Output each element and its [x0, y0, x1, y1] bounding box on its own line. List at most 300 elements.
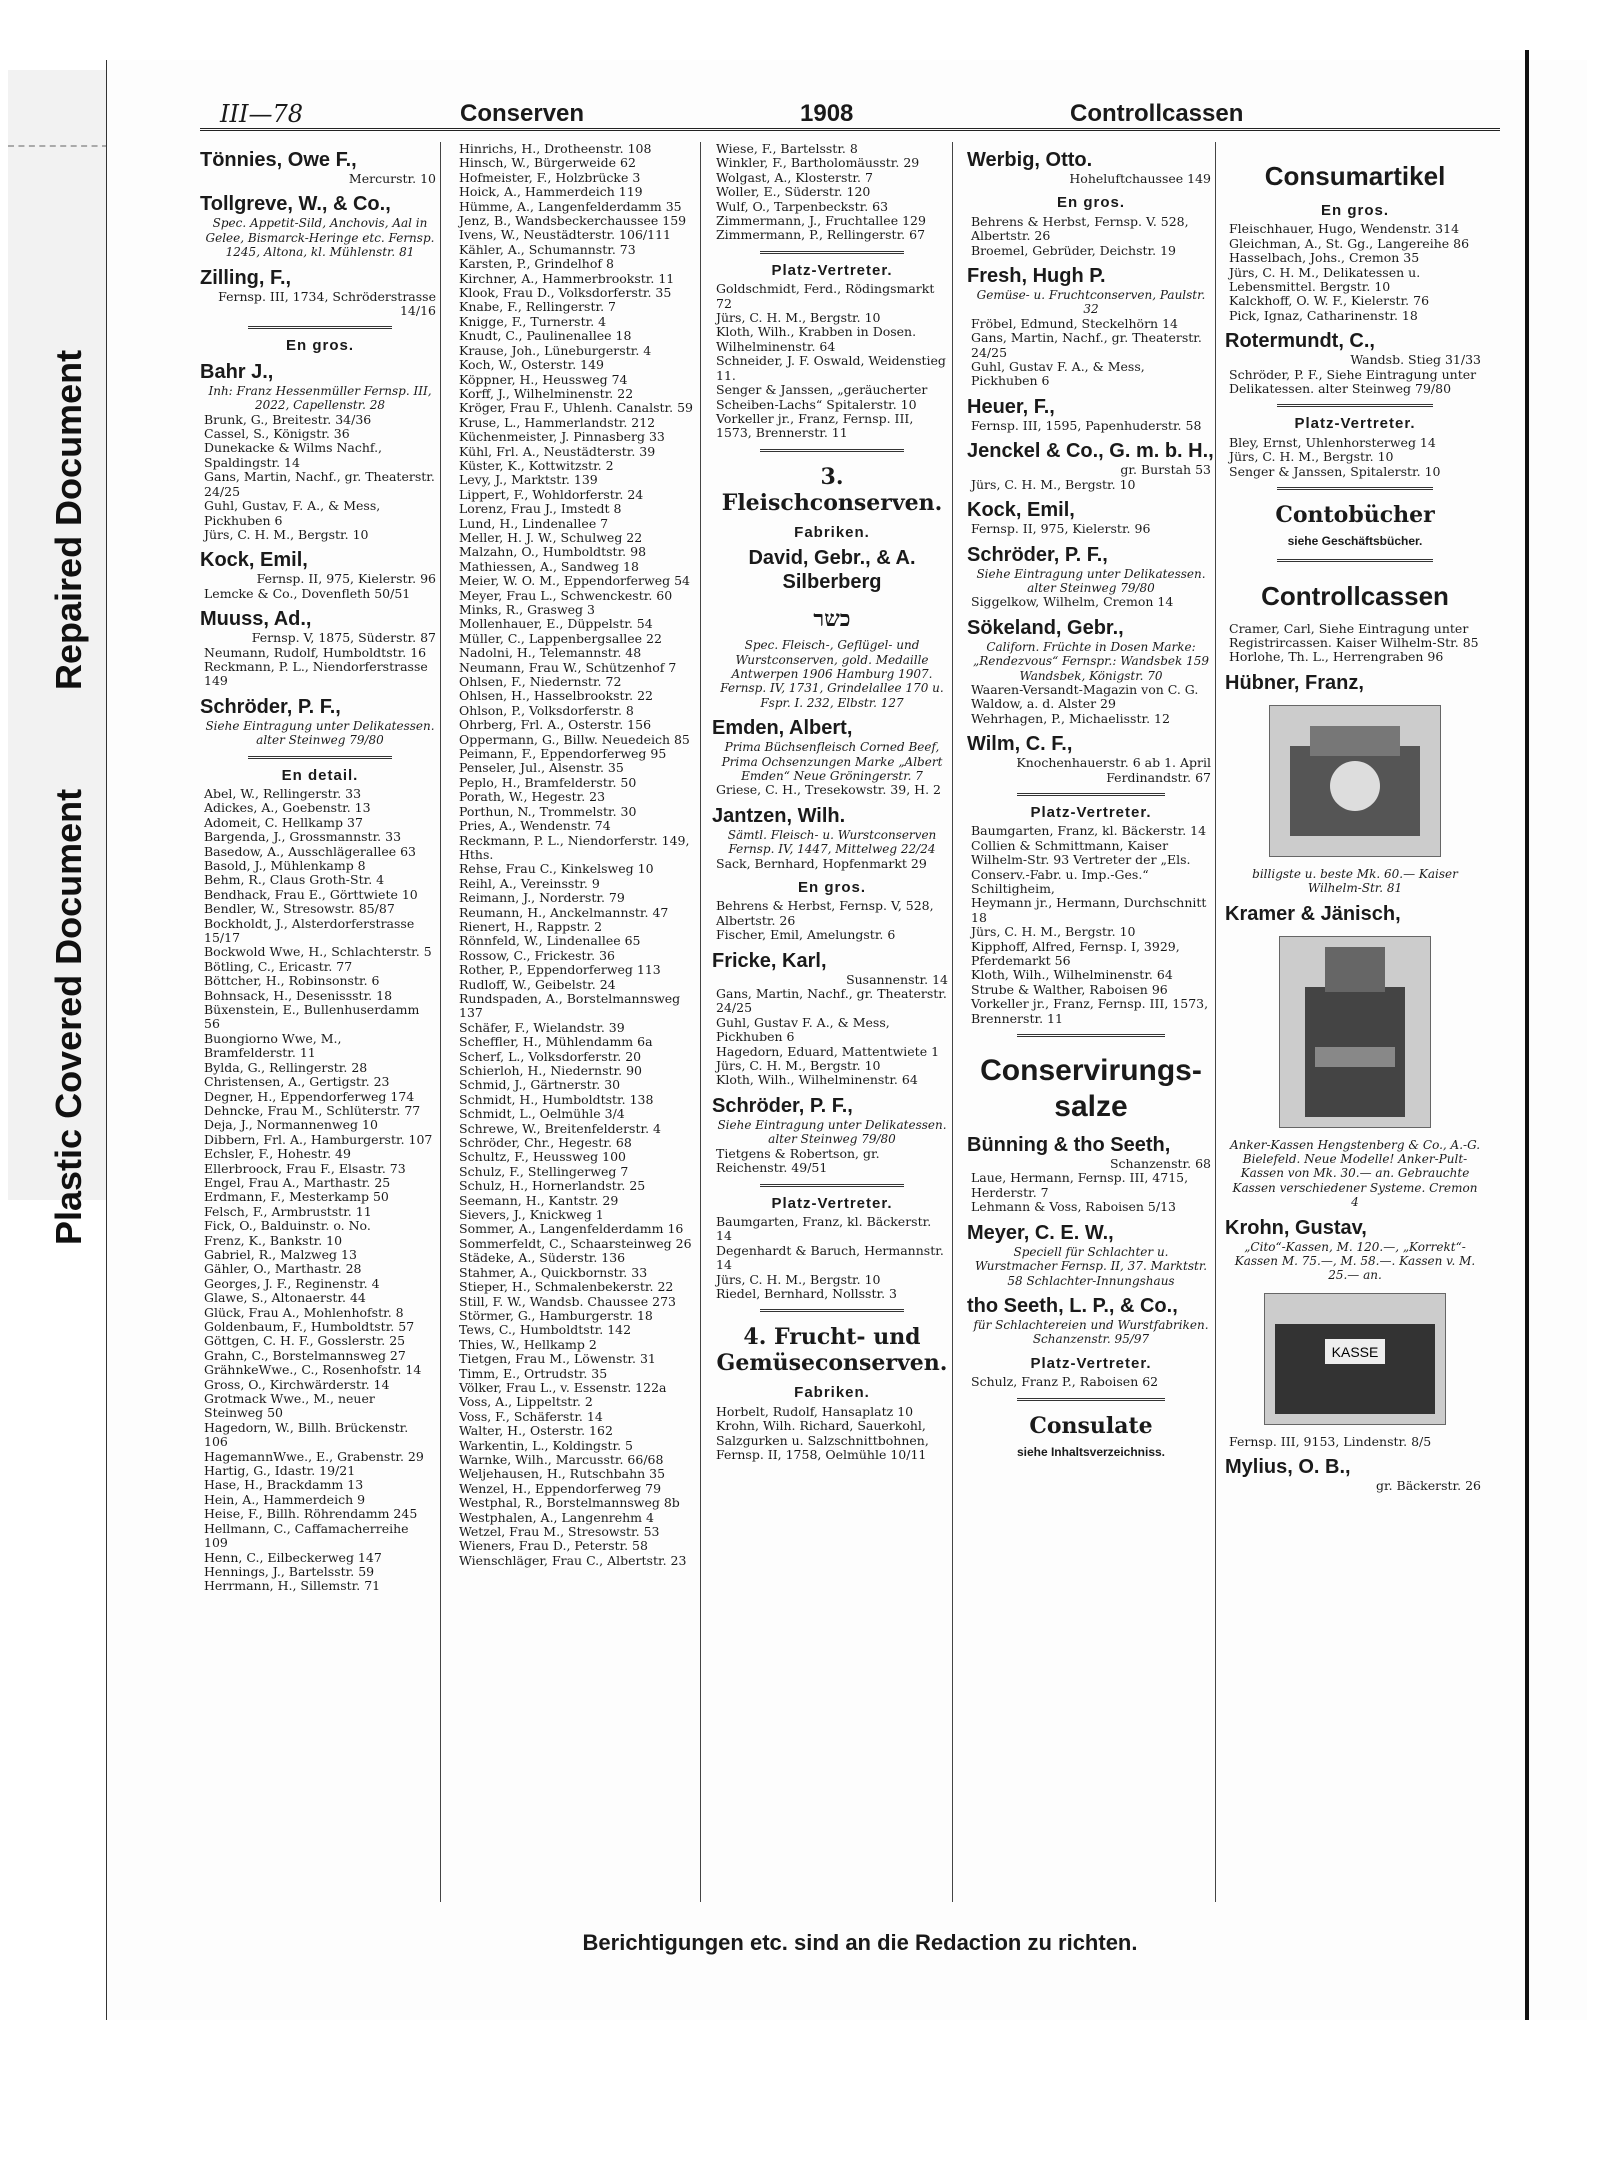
entry-name: Kock, Emil,: [967, 499, 1075, 522]
entry-address: Wandsb. Stieg 31/33: [1350, 352, 1481, 368]
entry-address: gr. Burstah 53: [1120, 462, 1211, 478]
list-item: GrähnkeWwe., C., Rosenhofstr. 14: [204, 1362, 422, 1378]
list-item: Goldschmidt, Ferd., Rödingsmarkt 72: [716, 281, 935, 311]
section-fleischconserven: 3. Fleischconserven.: [721, 463, 943, 516]
list-item: Göttgen, C. H. F., Gosslerstr. 25: [204, 1333, 406, 1349]
list-item: Oppermann, G., Billw. Neuedeich 85: [459, 731, 690, 747]
list-item: Gans, Martin, Nachf., gr. Theaterstr. 24/25: [204, 469, 435, 499]
list-item: Degner, H., Eppendorferweg 174: [204, 1088, 415, 1104]
list-item: Horlohe, Th. L., Herrengraben 96: [1229, 649, 1444, 665]
list-item: Kühl, Frl. A., Neustädterstr. 39: [459, 443, 656, 459]
list-item: Sommer, A., Langenfelderdamm 16: [459, 1221, 684, 1237]
list-item: Gans, Martin, Nachf., gr. Theaterstr. 24/25: [716, 986, 947, 1016]
list-item: Ohlson, P., Volksdorferstr. 8: [459, 702, 634, 718]
entry-name: Werbig, Otto.: [967, 149, 1093, 171]
list-item: Jenz, B., Wandsbeckerchaussee 159: [459, 213, 687, 229]
list-item: Hagedorn, Eduard, Mattentwiete 1: [716, 1043, 940, 1059]
list-item: Rehse, Frau C., Kinkelsweg 10: [459, 861, 654, 877]
list-item: Tietgens & Robertson, gr. Reichenstr. 49/51: [716, 1145, 880, 1176]
list-item: Schneider, J. F. Oswald, Weidenstieg 11.: [716, 353, 946, 383]
list-item: Collien & Schmittmann, Kaiser Wilhelm-Str. 93 Vertreter der „Els. Conserv.-Fabr. u. Imp.-Ges.“ Schiltigheim,: [971, 837, 1191, 896]
list-item: Küster, K., Kottwitzstr. 2: [459, 457, 614, 473]
list-item: Abel, W., Rellingerstr. 33: [204, 785, 362, 801]
list-item: Basold, J., Mühlenkamp 8: [204, 858, 366, 873]
platz-list: [1225, 436, 1485, 479]
section-engros: En gros.: [797, 879, 866, 896]
entry-address: Schanzenstr. 68: [1109, 1156, 1211, 1172]
list-item: Jürs, C. H. M., Bergstr. 10: [971, 476, 1136, 492]
separator: [1277, 559, 1433, 562]
list-item: Kloth, Wilh., Wilhelminenstr. 64: [716, 1072, 918, 1088]
entry-name: Rotermundt, C.,: [1225, 330, 1375, 353]
section-engros: En gros.: [285, 337, 354, 355]
list-item: Dibbern, Frl. A., Hamburgerstr. 107: [204, 1131, 433, 1147]
consulate-note: siehe Inhaltsverzeichniss.: [1016, 1444, 1166, 1459]
list-item: Heymann jr., Hermann, Durchschnitt 18: [971, 895, 1207, 925]
list-item: Schultz, F., Heussweg 100: [459, 1149, 626, 1165]
section-conservirungssalze: Conservirungs-salze: [980, 1054, 1202, 1124]
list-item: Georges, J. F., Reginenstr. 4: [204, 1275, 380, 1291]
header-next-category: Controllcassen: [1070, 100, 1244, 127]
list-item: Krohn, Wilh. Richard, Sauerkohl, Salzgurken u. Salzschnittbohnen, Fernsp. II, 1758, Oelmühle 10/11: [716, 1418, 929, 1462]
list-item: Kloth, Wilh., Krabben in Dosen. Wilhelminenstr. 64: [716, 324, 917, 354]
column-4: [967, 142, 1216, 1902]
list-item: Kröger, Frau F., Uhlenh. Canalstr. 59: [459, 400, 693, 416]
list-item: Glawe, S., Altonaerstr. 44: [204, 1290, 366, 1306]
list-item: Böttcher, H., Robinsonstr. 6: [204, 973, 380, 989]
list-item: Cassel, S., Königstr. 36: [204, 426, 350, 442]
section-fabriken: Fabriken.: [794, 523, 870, 541]
list-item: Minks, R., Grasweg 3: [459, 602, 595, 617]
list-item: Schierloh, H., Niedernstr. 90: [459, 1063, 642, 1078]
list-item: Ohlsen, H., Hasselbrookstr. 22: [459, 688, 654, 704]
list-item: Westphalen, A., Langenrehm 4: [459, 1509, 654, 1525]
list-item: Zimmermann, J., Fruchtallee 129: [716, 213, 926, 229]
list-item: Sommerfeldt, C., Schaarsteinweg 26: [459, 1235, 692, 1251]
list-item: Voss, A., Lippeltstr. 2: [459, 1394, 593, 1410]
list-item: Hellmann, C., Caffamacherreihe 109: [204, 1520, 409, 1551]
list-item: Hoick, A., Hammerdeich 119: [459, 184, 643, 200]
list-item: Wolgast, A., Klosterstr. 7: [716, 169, 873, 185]
list-item: Schulz, Franz P., Raboisen 62: [971, 1374, 1159, 1390]
list-item: Bohnsack, H., Desenissstr. 18: [204, 987, 393, 1003]
engros-list: [712, 987, 952, 1088]
separator: [248, 326, 392, 329]
list-item: Wehrhagen, P., Michaelisstr. 12: [971, 710, 1170, 726]
list-item: Reckmann, P. L., Niendorferstr. 149, Hths.: [459, 832, 690, 862]
list-item: Broemel, Gebrüder, Deichstr. 19: [971, 242, 1176, 258]
section-platz-vertreter: Platz-Vertreter.: [771, 261, 893, 279]
list-item: Schrewe, W., Breitenfelderstr. 4: [459, 1120, 661, 1136]
list-item: Klook, Frau D., Volksdorferstr. 35: [459, 285, 672, 301]
list-item: Penseler, Jul., Alsenstr. 35: [459, 760, 624, 776]
list-item: Meller, H. J. W., Schulweg 22: [459, 529, 643, 545]
list-item: Karsten, P., Grindelhof 8: [459, 256, 614, 272]
list-item: Laue, Hermann, Fernsp. III, 4715, Herderstr. 7: [971, 1170, 1189, 1200]
list-item: Pries, A., Wendenstr. 74: [459, 818, 611, 834]
list-item: Siggelkow, Wilhelm, Cremon 14: [971, 594, 1174, 610]
list-item: Malzahn, O., Humboldtstr. 98: [459, 544, 647, 560]
entry-address: Anker-Kassen Hengstenberg & Co., A.-G. Bielefeld. Neue Modelle! Anker-Pult-Kassen von Mk. 30.— an. Gebrauchte Kassen verschiedener Systeme. Cremon 4: [1229, 1137, 1481, 1210]
entry-address: Fernsp. II, 975, Kielerstr. 96: [971, 521, 1151, 537]
list-item: Engel, Frau A., Marthastr. 25: [204, 1174, 391, 1190]
list-item: Kloth, Wilh., Wilhelminenstr. 64: [971, 967, 1173, 983]
entry-name: Meyer, C. E. W.,: [967, 1221, 1114, 1244]
list-item: Still, F. W., Wandsb. Chaussee 273: [459, 1293, 676, 1309]
list-item: Städeke, A., Süderstr. 136: [459, 1250, 626, 1266]
list-item: Schmidt, H., Humboldtstr. 138: [459, 1091, 654, 1107]
list-item: Tietgen, Frau M., Löwenstr. 31: [459, 1351, 656, 1367]
entry-name: Tollgreve, W., & Co.,: [200, 193, 391, 216]
list-item: Müller, C., Lappenbergsallee 22: [459, 630, 662, 646]
list-item: Hartig, G., Idastr. 19/21: [204, 1463, 356, 1479]
list-item: Basedow, A., Ausschlägerallee 63: [204, 843, 416, 859]
list-item: Schmid, J., Gärtnerstr. 30: [459, 1077, 621, 1093]
list-item: Wienschläger, Frau C., Albertstr. 23: [459, 1552, 687, 1568]
list-item: Büxenstein, E., Bullenhuserdamm 56: [204, 1002, 420, 1032]
section-contobuecher: Contobücher: [1275, 502, 1435, 529]
list-item: Guhl, Gustav, F. A., & Mess, Pickhuben 6: [204, 498, 381, 528]
list-item: Buongiorno Wwe, M., Bramfelderstr. 11: [204, 1030, 342, 1061]
list-item: Fick, O., Balduinstr. o. No.: [204, 1218, 371, 1234]
section-engros: En gros.: [1320, 202, 1389, 219]
section-platz-vertreter: Platz-Vertreter.: [1030, 803, 1152, 821]
repaired-label: Repaired Document: [48, 349, 89, 690]
list-item: Kirchner, A., Hammerbrookstr. 11: [459, 270, 675, 286]
list-item: Reumann, H., Anckelmannstr. 47: [459, 904, 669, 920]
list-item: Grahn, C., Borstelmannsweg 27: [204, 1347, 406, 1363]
separator: [760, 449, 904, 452]
list-item: Porthun, N., Trommelstr. 30: [459, 803, 637, 819]
page-header: [200, 100, 1500, 130]
list-item: Henn, C., Eilbeckerweg 147: [204, 1549, 382, 1565]
separator: [1277, 404, 1433, 407]
list-item: Schäfer, F., Wielandstr. 39: [459, 1019, 625, 1035]
separator: [248, 756, 392, 759]
entry-address: Inh: Franz Hessenmüller Fernsp. III, 2022, Capellenstr. 28: [208, 383, 432, 413]
list-item: Echsler, F., Hohestr. 49: [204, 1146, 351, 1162]
list-item: Timm, E., Ortrudstr. 35: [459, 1365, 608, 1381]
list-item: Reihl, A., Vereinsstr. 9: [459, 875, 600, 891]
header-year: 1908: [800, 100, 854, 127]
list-item: Rudloff, W., Geibelstr. 24: [459, 976, 616, 992]
entry-name: Zilling, F.,: [200, 266, 292, 289]
entry-address: Fernsp. II, 975, Kielerstr. 96: [256, 571, 436, 587]
list-item: Grotmack Wwe., M., neuer Steinweg 50: [204, 1391, 375, 1421]
dashed-line: [8, 145, 108, 147]
list-item: Krause, Joh., Lüneburgerstr. 4: [459, 342, 652, 358]
entry-name: Bahr J.,: [200, 360, 274, 383]
list-item: Bötling, C., Ericastr. 77: [204, 958, 353, 974]
entry-name: Kramer & Jänisch,: [1225, 902, 1401, 925]
detail-list-continued: [455, 142, 700, 1568]
list-item: Jürs, C. H. M., Delikatessen u. Lebensmittel. Bergstr. 10: [1229, 264, 1421, 295]
list-item: Kähler, A., Schumannstr. 73: [459, 241, 636, 257]
list-item: Felsch, F., Armbruststr. 11: [204, 1203, 372, 1219]
list-item: Degenhardt & Baruch, Hermannstr. 14: [716, 1242, 944, 1273]
list-item: Schmidt, L., Oelmühle 3/4: [459, 1106, 625, 1122]
list-item: Sievers, J., Knickweg 1: [459, 1207, 604, 1223]
entry-name: Schröder, P. F.,: [200, 695, 341, 718]
platz-list: [712, 282, 952, 440]
list-item: Neumann, Rudolf, Humboldtstr. 16: [204, 644, 427, 660]
list-item: Senger & Janssen, „geräucherter Scheiben-Lachs“ Spitalerstr. 10: [716, 382, 928, 412]
list-item: Thies, W., Hellkamp 2: [459, 1336, 597, 1352]
list-item: Baumgarten, Franz, kl. Bäckerstr. 14: [716, 1213, 932, 1244]
list-item: Knigge, F., Turnerstr. 4: [459, 313, 607, 329]
list-item: Lorenz, Frau J., Imstedt 8: [459, 501, 622, 517]
list-item: Jürs, C. H. M., Bergstr. 10: [716, 1058, 881, 1074]
list-item: Hofmeister, F., Holzbrücke 3: [459, 169, 641, 185]
list-item: Hase, H., Brackdamm 13: [204, 1477, 364, 1493]
list-item: Griese, C. H., Tresekowstr. 39, H. 2: [716, 782, 941, 798]
list-item: Pick, Ignaz, Catharinenstr. 18: [1229, 307, 1418, 323]
list-item: Bley, Ernst, Uhlenhorsterweg 14: [1229, 434, 1436, 450]
list-item: Waaren-Versandt-Magazin von C. G. Waldow, a. d. Alster 29: [971, 681, 1199, 712]
entry-address: Siehe Eintragung unter Delikatessen. alter Steinweg 79/80: [976, 566, 1206, 595]
column-2: [455, 142, 701, 1902]
plastic-covered-label: Plastic Covered Document: [48, 788, 89, 1245]
entry-address: Mercurstr. 10: [348, 171, 436, 186]
list-item: Wenzel, H., Eppendorferweg 79: [459, 1480, 662, 1496]
detail-list: [200, 787, 440, 1594]
list-item: Bockwold Wwe, H., Schlachterstr. 5: [204, 944, 432, 960]
list-item: Schröder, Chr., Hegestr. 68: [459, 1135, 632, 1151]
list-item: Ivens, W., Neustädterstr. 106/111: [459, 227, 671, 243]
list-item: Behrens & Herbst, Fernsp. V, 528, Albertstr. 26: [716, 898, 934, 928]
list-item: Bendler, W., Stresowstr. 85/87: [204, 901, 395, 917]
list-item: Korff, J., Wilhelminenstr. 22: [459, 385, 634, 401]
list-item: Hein, A., Hammerdeich 9: [204, 1491, 366, 1507]
entry-address: Sämtl. Fleisch- u. Wurstconserven Fernsp. IV, 1447, Mittelweg 22/24: [727, 827, 937, 857]
entry-name: Emden, Albert,: [712, 717, 853, 740]
entry-address: Siehe Eintragung unter Delikatessen. alter Steinweg 79/80: [205, 718, 435, 748]
entry-name: Muuss, Ad.,: [200, 608, 312, 631]
entry-name: Tönnies, Owe F.,: [200, 149, 357, 171]
column-1: [200, 142, 441, 1902]
list-item: Fleischhauer, Hugo, Wendenstr. 314: [1229, 221, 1460, 237]
list-item: Köppner, H., Heussweg 74: [459, 371, 628, 387]
page-edge: [1525, 50, 1529, 2020]
list-item: Guhl, Gustav F. A., & Mess, Pickhuben 6: [716, 1014, 890, 1045]
list-item: Lehmann & Voss, Raboisen 5/13: [971, 1199, 1176, 1215]
list-item: Stieper, H., Schmalenbekerstr. 22: [459, 1279, 674, 1295]
list-item: Jürs, C. H. M., Bergstr. 10: [1229, 449, 1394, 465]
entry-address: Californ. Früchte in Dosen Marke: „Rendezvous“ Fernspr.: Wandsbek 159 Wandsbek, Königstr. 70: [973, 639, 1209, 683]
list-item: Mathiessen, A., Sandweg 18: [459, 558, 639, 574]
entry-name: Schröder, P. F.,: [712, 1094, 853, 1117]
list-item: Zimmermann, P., Rellingerstr. 67: [716, 227, 926, 243]
list-item: Schulz, H., Hornerlandstr. 25: [459, 1178, 646, 1194]
separator: [1277, 487, 1433, 490]
list-item: Jürs, C. H. M., Bergstr. 10: [716, 1271, 881, 1287]
list-item: Nadolni, H., Telemannstr. 48: [459, 645, 642, 661]
list-item: Vorkeller jr., Franz, Fernsp. III, 1573, Brennerstr. 11: [971, 996, 1209, 1026]
list-item: Mollenhauer, E., Düppelstr. 54: [459, 616, 653, 632]
list-item: Warkentin, L., Koldingstr. 5: [459, 1437, 633, 1453]
list-item: Gross, O., Kirchwärderstr. 14: [204, 1376, 390, 1392]
list-item: Behm, R., Claus Groth-Str. 4: [204, 872, 385, 888]
list-item: Fernsp. III, 9153, Lindenstr. 8/5: [1229, 1433, 1432, 1449]
list-item: Meier, W. O. M., Eppendorferweg 54: [459, 573, 690, 589]
list-item: Kipphoff, Alfred, Fernsp. I, 3929, Pferdemarkt 56: [971, 938, 1180, 969]
svg-text:KASSE: KASSE: [1331, 1343, 1379, 1360]
entry-name: Mylius, O. B.,: [1225, 1456, 1351, 1479]
list-item: Behrens & Herbst, Fernsp. V. 528, Albertstr. 26: [971, 213, 1189, 244]
list-item: Voss, F., Schäferstr. 14: [459, 1408, 603, 1424]
list-item: Adickes, A., Goebenstr. 13: [204, 800, 371, 816]
list-item: Wieners, Frau D., Peterstr. 58: [459, 1538, 648, 1554]
list-item: Störmer, G., Hamburgerstr. 18: [459, 1307, 653, 1323]
footer-note: Berichtigungen etc. sind an die Redaction zu richten.: [582, 1930, 1138, 1955]
separator: [1017, 793, 1166, 796]
entry-name: Schröder, P. F.,: [967, 543, 1108, 566]
entry-address: Spec. Appetit-Sild, Anchovis, Aal in Gelee, Bismarck-Heringe etc. Fernsp. 1245, Altona, kl. Mühlenstr. 81: [205, 216, 435, 260]
list-item: Herrmann, H., Sillemstr. 71: [204, 1578, 381, 1594]
entry-name: Bünning & tho Seeth,: [967, 1134, 1171, 1157]
cash-register-illustration: [1269, 705, 1441, 857]
list-item: Rönnfeld, W., Lindenallee 65: [459, 933, 641, 949]
entry-address: für Schlachtereien und Wurstfabriken. Schanzenstr. 95/97: [973, 1317, 1209, 1347]
list-item: Heise, F., Billh. Röhrendamm 245: [204, 1506, 418, 1522]
engros-list: [1225, 222, 1485, 323]
list-item: Wiese, F., Bartelsstr. 8: [716, 142, 858, 156]
entry-address: Fernsp. V, 1875, Süderstr. 87: [251, 630, 436, 646]
list-item: Deja, J., Normannenweg 10: [204, 1117, 378, 1133]
page-number: III—78: [220, 100, 303, 128]
list-item: Gähler, O., Marthastr. 28: [204, 1261, 362, 1277]
list-item: Walter, H., Osterstr. 162: [459, 1423, 613, 1439]
section-engros: En gros.: [1056, 194, 1125, 212]
entry-name: Heuer, F.,: [967, 395, 1055, 418]
list-item: Neumann, Frau W., Schützenhof 7: [459, 659, 677, 675]
list-item: Kruse, L., Hammerlandstr. 212: [459, 414, 656, 430]
list-item: Winkler, F., Bartholomäusstr. 29: [716, 155, 920, 171]
entry-address: billigste u. beste Mk. 60.— Kaiser Wilhelm-Str. 81: [1252, 866, 1458, 896]
list-item: Reckmann, P. L., Niendorferstrasse 149: [204, 658, 428, 689]
section-consulate: Consulate: [1029, 1412, 1153, 1439]
entry-address: gr. Bäckerstr. 26: [1375, 1478, 1481, 1494]
list-item: Jürs, C. H. M., Bergstr. 10: [716, 310, 881, 326]
entry-name: Hübner, Franz,: [1225, 671, 1364, 694]
list-item: Jürs, C. H. M., Bergstr. 10: [204, 526, 369, 542]
entry-name: Jantzen, Wilh.: [712, 804, 846, 827]
separator: [760, 251, 904, 254]
list-item: Rother, P., Eppendorferweg 113: [459, 962, 661, 978]
list-item: Kalckhoff, O. W. F., Kielerstr. 76: [1229, 293, 1430, 309]
entry-name: tho Seeth, L. P., & Co.,: [967, 1294, 1178, 1317]
entry-name: Krohn, Gustav,: [1225, 1216, 1367, 1239]
contobuecher-note: siehe Geschäftsbücher.: [1287, 534, 1423, 549]
section-fabriken: Fabriken.: [794, 1384, 870, 1402]
list-item: Westphal, R., Borstelmannsweg 8b: [459, 1495, 680, 1511]
list-item: Schulz, F., Stellingerweg 7: [459, 1163, 629, 1179]
list-item: Koch, W., Osterstr. 149: [459, 357, 605, 373]
list-item: Rossow, C., Frickestr. 36: [459, 947, 616, 963]
list-item: Völker, Frau L., v. Essenstr. 122a: [459, 1379, 667, 1395]
entry-address: Hoheluftchaussee 149: [1069, 171, 1211, 186]
list-item: Meyer, Frau L., Schwenckestr. 60: [459, 587, 673, 603]
entry-name: Jenckel & Co., G. m. b. H.,: [967, 440, 1214, 463]
list-item: Hasselbach, Johs., Cremon 35: [1229, 250, 1420, 266]
list-item: Senger & Janssen, Spitalerstr. 10: [1229, 463, 1441, 479]
list-item: Stahmer, A., Quickbornstr. 33: [459, 1264, 648, 1280]
column-5: [1225, 142, 1485, 1902]
list-item: Rienert, H., Rappstr. 2: [459, 918, 603, 934]
list-item: Warnke, Wilh., Marcusstr. 66/68: [459, 1451, 664, 1467]
separator: [1017, 1398, 1166, 1401]
list-item: Hinrichs, H., Drotheenstr. 108: [459, 142, 652, 156]
list-item: Fröbel, Edmund, Steckelhörn 14: [971, 315, 1178, 331]
entry-address: Siehe Eintragung unter Delikatessen. alter Steinweg 79/80: [717, 1117, 947, 1147]
entry-address: Fernsp. III, 1734, Schröderstrasse 14/16: [218, 288, 436, 319]
list-item: Bockholdt, J., Alsterdorferstrasse 15/17: [204, 915, 415, 946]
list-item: Hagedorn, W., Billh. Brückenstr. 106: [204, 1419, 409, 1450]
list-item: Peplo, H., Bramfelderstr. 50: [459, 774, 637, 790]
list-item: Guhl, Gustav F. A., & Mess, Pickhuben 6: [971, 359, 1145, 389]
list-item: Schröder, P. F., Siehe Eintragung unter Delikatessen. alter Steinweg 79/80: [1229, 366, 1477, 397]
list-item: Rundspaden, A., Borstelmannsweg 137: [459, 990, 681, 1021]
list-item: Sack, Bernhard, Hopfenmarkt 29: [716, 855, 927, 871]
list-item: Levy, J., Marktstr. 139: [459, 472, 598, 488]
list-item: Goldenbaum, F., Humboldtstr. 57: [204, 1319, 415, 1334]
list-item: Ohlsen, F., Niedernstr. 72: [459, 674, 622, 690]
entry-address: Speciell für Schlachter u. Wurstmacher Fernsp. II, 37. Marktstr. 58 Schlachter-Innungshaus: [974, 1244, 1208, 1288]
list-item: Weljehausen, H., Rutschbahn 35: [459, 1466, 666, 1482]
list-item: Dehncke, Frau M., Schlüterstr. 77: [204, 1102, 421, 1118]
scan-sidebar: [8, 70, 108, 1245]
entry-name: Fricke, Karl,: [712, 949, 827, 972]
list-item: Vorkeller jr., Franz, Fernsp. III, 1573, Brennerstr. 11: [716, 410, 914, 441]
entry-name: Sökeland, Gebr.,: [967, 616, 1124, 639]
list-item: Woller, E., Süderstr. 120: [716, 184, 871, 200]
entry-address: „Cito“-Kassen, M. 120.—, „Korrekt“-Kassen M. 75.—, M. 58.—. Kassen v. M. 25.— an.: [1234, 1239, 1476, 1283]
header-rule: [200, 128, 1500, 131]
list-item: Gabriel, R., Malzweg 13: [204, 1246, 357, 1262]
section-consumartikel: Consumartikel: [1264, 161, 1446, 191]
list-item: Adomeit, C. Hellkamp 37: [204, 814, 363, 830]
detail-list-end: [712, 142, 952, 243]
section-frucht-gemuese: 4. Frucht- und Gemüseconserven.: [716, 1324, 948, 1377]
list-item: Christensen, A., Gertigstr. 23: [204, 1074, 390, 1090]
entry-address: Susannenstr. 14: [846, 971, 948, 987]
list-item: Hümme, A., Langenfelderdamm 35: [459, 198, 682, 214]
list-item: Riedel, Bernhard, Nollsstr. 3: [716, 1285, 897, 1301]
section-controllcassen: Controllcassen: [1261, 580, 1449, 611]
entry-address: Fernsp. III, 1595, Papenhuderstr. 58: [971, 417, 1202, 433]
list-item: Strube & Walther, Raboisen 96: [971, 981, 1168, 997]
list-item: Lund, H., Lindenallee 7: [459, 515, 609, 531]
header-category: Conserven: [460, 100, 585, 127]
list-item: Glück, Frau A., Mohlenhofstr. 8: [204, 1304, 404, 1320]
section-platz-vertreter: Platz-Vertreter.: [1294, 415, 1416, 433]
entry-name: Fresh, Hugh P.: [967, 265, 1106, 288]
list-item: Ellerbroock, Frau F., Elsastr. 73: [204, 1160, 406, 1176]
kosher-mark: כשר: [813, 606, 851, 633]
list-item: Wetzel, Frau M., Stresowstr. 53: [459, 1524, 660, 1539]
entry-address: Spec. Fleisch-, Geflügel- und Wurstconserven, gold. Medaille Antwerpen 1906 Hamburg 1907. Fernsp. IV, 1731, Grindelallee 170 u. Fspr. I. 232, Elbstr. 127: [720, 638, 944, 710]
anker-cash-register-illustration: [1279, 936, 1431, 1128]
list-item: Bylda, G., Rellingerstr. 28: [204, 1059, 368, 1075]
platz-list: [712, 1215, 952, 1301]
list-item: Reimann, J., Norderstr. 79: [459, 890, 625, 906]
entry-name: Wilm, C. F.,: [967, 733, 1073, 756]
entry-address: Prima Büchsenfleisch Corned Beef, Prima Ochsenzungen Marke „Albert Emden“ Neue Gröningerstr. 7: [721, 740, 943, 783]
list-item: Frenz, K., Bankstr. 10: [204, 1232, 343, 1248]
entry-name: Kock, Emil,: [200, 549, 308, 572]
section-platz-vertreter: Platz-Vertreter.: [771, 1194, 893, 1212]
list-item: Horbelt, Rudolf, Hansaplatz 10: [716, 1403, 914, 1419]
